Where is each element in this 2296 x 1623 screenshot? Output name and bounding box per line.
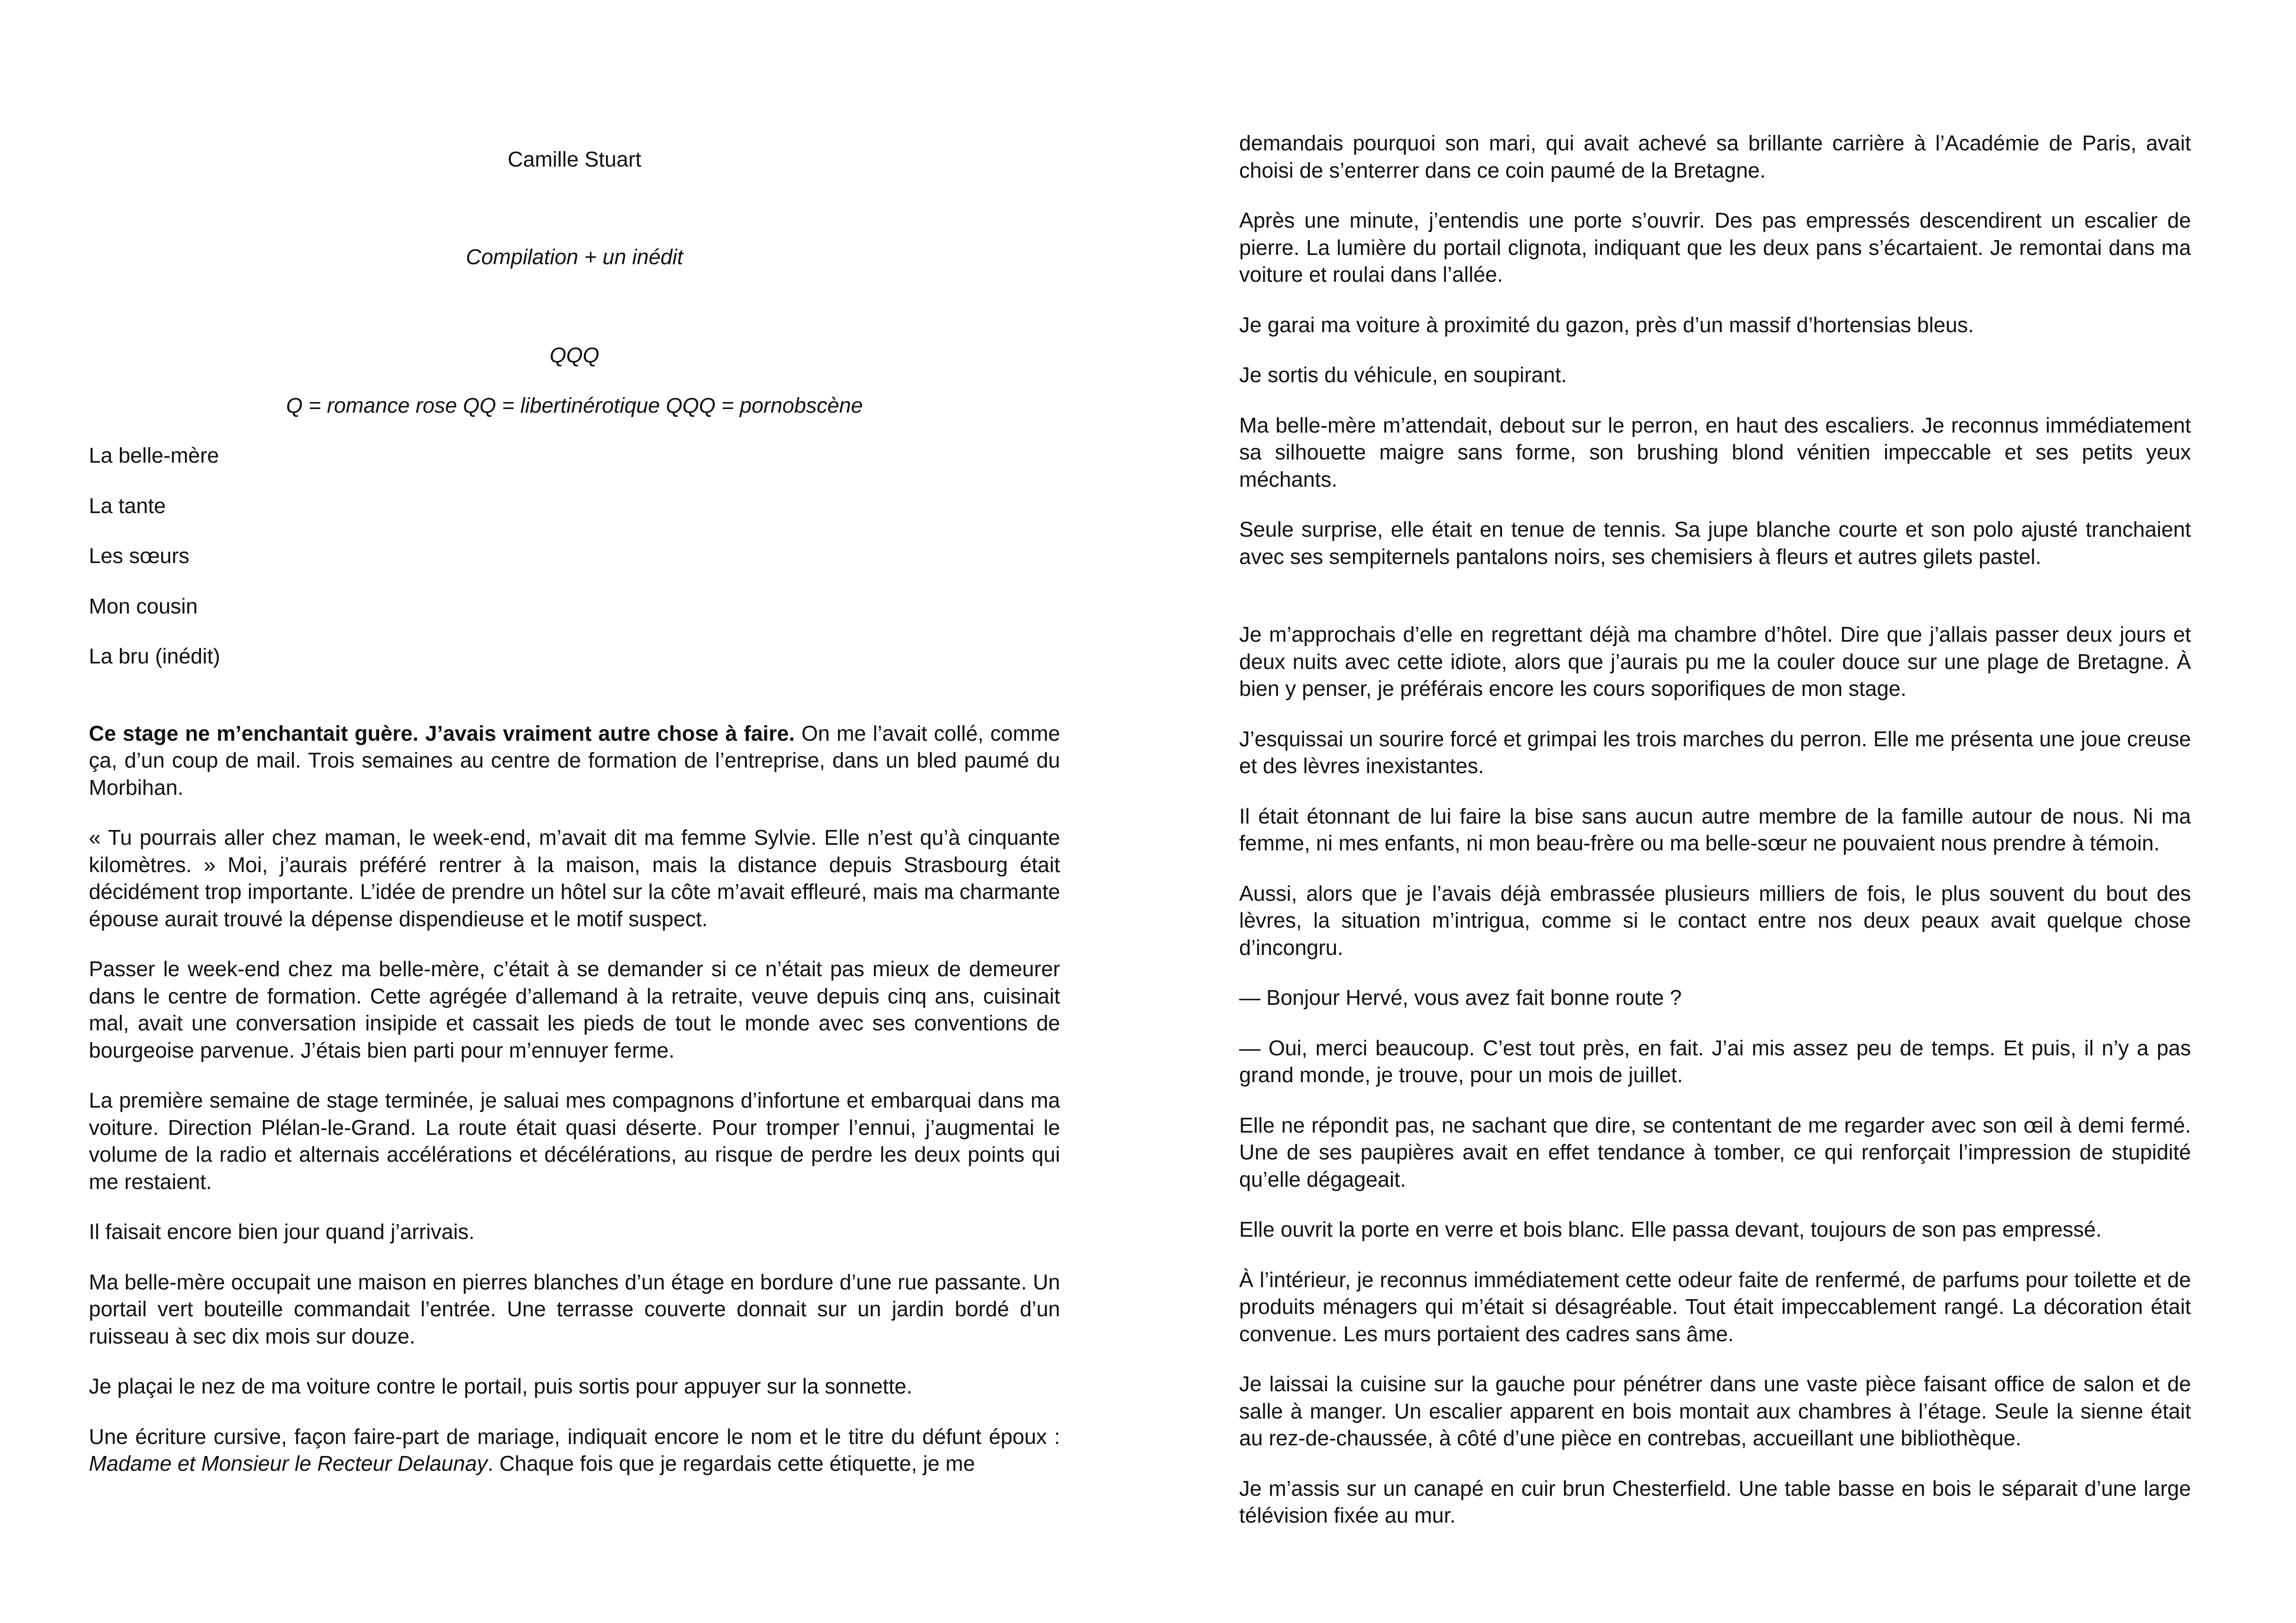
opening-paragraph xyxy=(89,720,1060,801)
author-name: Camille Stuart xyxy=(508,147,641,171)
rating-legend: Q = romance rose QQ = libertinérotique QQQ = pornobscène xyxy=(286,393,863,417)
table-of-contents xyxy=(89,442,1060,670)
collection-title: Compilation + un inédit xyxy=(465,244,683,269)
body-paragraph: Je plaçai le nez de ma voiture contre le portail, puis sortis pour appuyer sur la sonnette. xyxy=(89,1374,912,1398)
body-paragraph: Ma belle-mère m’attendait, debout sur le perron, en haut des escaliers. Je reconnus immédiatement sa silhouette maigre sans forme, son brushing blond vénitien impeccable et ses petits yeux méchants. xyxy=(1239,413,2191,491)
paragraph-text: . Chaque fois que je regardais cette étiquette, je me xyxy=(487,1451,975,1475)
body-paragraph: J’esquissai un sourire forcé et grimpai les trois marches du perron. Elle me présenta une joue creuse et des lèvres inexistantes. xyxy=(1239,726,2191,778)
body-paragraph: Aussi, alors que je l’avais déjà embrassée plusieurs milliers de fois, le plus souvent du bout des lèvres, la situation m’intrigua, comme si le contact entre nos deux peaux avait quelque chose d’incongru. xyxy=(1239,881,2191,960)
body-paragraph: Il faisait encore bien jour quand j’arrivais. xyxy=(89,1220,475,1244)
body-paragraph: Il était étonnant de lui faire la bise sans aucun autre membre de la famille autour de nous. Ni ma femme, ni mes enfants, ni mon beau-frère ou ma belle-sœur ne pouvaient nous prendre à témoin. xyxy=(1239,804,2191,855)
dialogue-line: — Oui, merci beaucoup. C’est tout près, en fait. J’ai mis assez peu de temps. Et puis, il n’y a pas grand monde, je trouve, pour un mois de juillet. xyxy=(1239,1035,2191,1087)
body-paragraph: Je garai ma voiture à proximité du gazon, près d’un massif d’hortensias bleus. xyxy=(1239,312,1974,337)
body-paragraph: Je sortis du véhicule, en soupirant. xyxy=(1239,363,1567,387)
doorplate-text: Madame et Monsieur le Recteur Delaunay xyxy=(89,1451,488,1475)
body-paragraph: Ma belle-mère occupait une maison en pierres blanches d’un étage en bordure d’une rue passante. Un portail vert bouteille commandait l’entrée. Une terrasse couverte donnait sur un jardin bordé d’un ruisseau à sec dix mois sur douze. xyxy=(89,1270,1060,1348)
opening-bold-sentence: Ce stage ne m’enchantait guère. J’avais vraiment autre chose à faire. xyxy=(89,721,795,745)
body-paragraph: Je m’assis sur un canapé en cuir brun Chesterfield. Une table basse en bois le séparait d’une large télévision fixée au mur. xyxy=(1239,1476,2191,1527)
toc-item: La bru (inédit) xyxy=(89,644,220,668)
body-paragraph: Elle ouvrit la porte en verre et bois blanc. Elle passa devant, toujours de son pas empressé. xyxy=(1239,1217,2102,1241)
body-paragraph: Seule surprise, elle était en tenue de tennis. Sa jupe blanche courte et son polo ajusté tranchaient avec ses sempiternels pantalons noirs, ses chemisiers à fleurs et autres gilets pastel. xyxy=(1239,517,2191,569)
right-page xyxy=(1148,0,2296,1623)
body-paragraph: Passer le week-end chez ma belle-mère, c’était à se demander si ce n’était pas mieux de demeurer dans le centre de formation. Cette agrégée d’allemand à la retraite, veuve depuis cinq ans, cuisinait mal, avait une conversation insipide et cassait les pieds de tout le monde avec ses conventions de bourgeoise parvenue. J’étais bien parti pour m’ennuyer ferme. xyxy=(89,957,1060,1062)
toc-item: Mon cousin xyxy=(89,594,198,618)
body-paragraph: La première semaine de stage terminée, je saluai mes compagnons d’infortune et embarquai dans ma voiture. Direction Plélan-le-Grand. La route était quasi déserte. Pour tromper l’ennui, j’augmentai le volume de la radio et alternais accélérations et décélérations, au risque de perdre les deux points qui me restaient. xyxy=(89,1088,1060,1194)
rating-label: QQQ xyxy=(549,343,600,367)
body-paragraph: Elle ne répondit pas, ne sachant que dire, se contentant de me regarder avec son œil à demi fermé. Une de ses paupières avait en effet tendance à tomber, ce qui renforçait l’impression de stupidité qu’elle dégageait. xyxy=(1239,1113,2191,1191)
toc-item: Les sœurs xyxy=(89,544,190,568)
opening-text: On me l’avait collé, comme ça, d’un coup de mail. Trois semaines au centre de formation de l’entreprise, dans un bled paumé du Morbihan. xyxy=(89,721,1060,799)
paragraph-text: Une écriture cursive, façon faire-part de mariage, indiquait encore le nom et le titre du défunt époux : xyxy=(89,1424,1060,1449)
body-paragraph xyxy=(89,1423,1060,1477)
body-paragraph: « Tu pourrais aller chez maman, le week-end, m’avait dit ma femme Sylvie. Elle n’est qu’à cinquante kilomètres. » Moi, j’aurais préféré rentrer à la maison, mais la distance depuis Strasbourg était décidément trop importante. L’idée de prendre un hôtel sur la côte m’avait effleuré, mais ma charmante épouse aurait trouvé la dépense dispendieuse et le motif suspect. xyxy=(89,825,1060,931)
body-paragraph: demandais pourquoi son mari, qui avait achevé sa brillante carrière à l’Académie de Paris, avait choisi de s’enterrer dans ce coin paumé de la Bretagne. xyxy=(1239,131,2191,182)
body-paragraph: Je laissai la cuisine sur la gauche pour pénétrer dans une vaste pièce faisant office de salon et de salle à manger. Un escalier apparent en bois montait aux chambres à l’étage. Seule la sienne était au rez-de-chaussée, à côté d’une pièce en contrebas, accueillant une bibliothèque. xyxy=(1239,1372,2191,1450)
toc-item: La tante xyxy=(89,493,166,518)
dialogue-line: — Bonjour Hervé, vous avez fait bonne route ? xyxy=(1239,985,1682,1010)
body-paragraph: À l’intérieur, je reconnus immédiatement cette odeur faite de renfermé, de parfums pour toilette et de produits ménagers qui m’était si désagréable. Tout était impeccablement rangé. La décoration était convenue. Les murs portaient des cadres sans âme. xyxy=(1239,1267,2191,1346)
body-paragraph: Je m’approchais d’elle en regrettant déjà ma chambre d’hôtel. Dire que j’allais passer deux jours et deux nuits avec cette idiote, alors que j’aurais pu me la couler douce sur une plage de Bretagne. À bien y penser, je préférais encore les cours soporifiques de mon stage. xyxy=(1239,622,2191,700)
cover-block xyxy=(89,146,1060,670)
toc-item: La belle-mère xyxy=(89,443,219,467)
body-paragraph: Après une minute, j’entendis une porte s’ouvrir. Des pas empressés descendirent un escalier de pierre. La lumière du portail clignota, indiquant que les deux pans s’écartaient. Je remontai dans ma voiture et roulai dans l’allée. xyxy=(1239,208,2191,286)
